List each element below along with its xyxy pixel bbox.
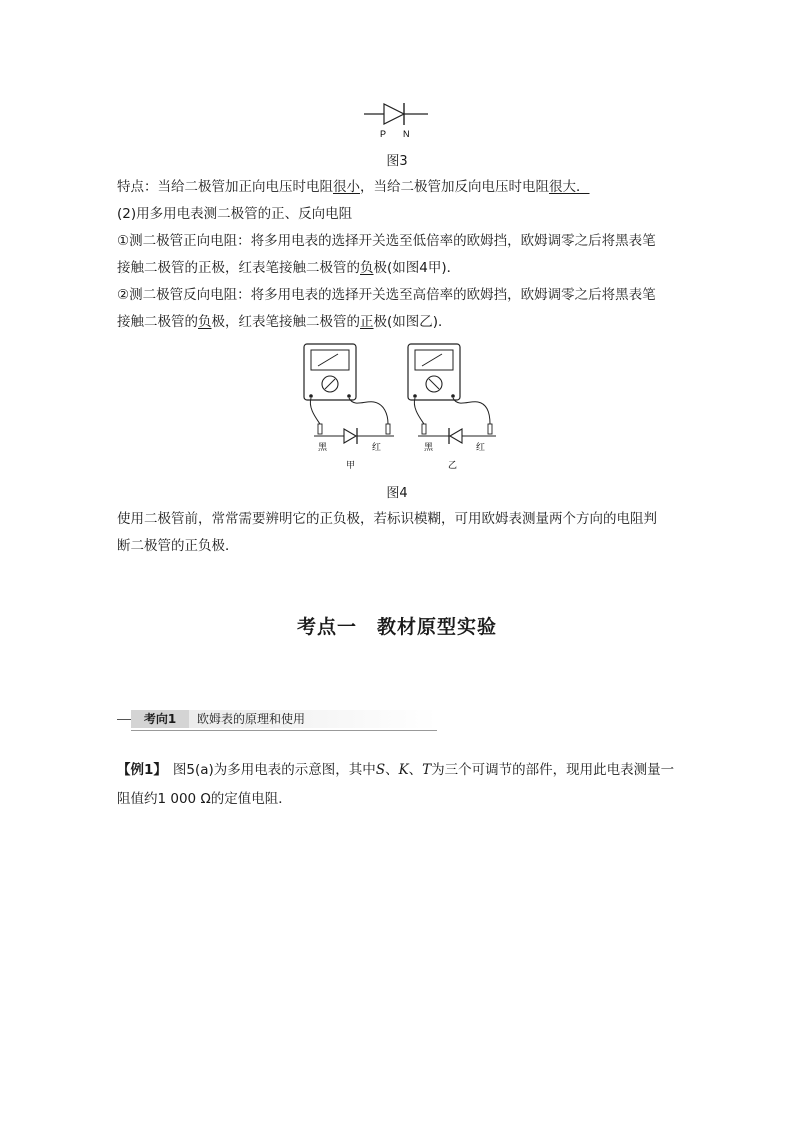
var-s: S [375,762,386,778]
forward-line-2b: 极(如图4甲)． [373,260,461,276]
label-n: N [403,129,410,139]
right-red-probe [488,424,492,434]
right-red-lead [453,398,490,424]
sep-2: 、 [408,762,423,778]
meter-left-jack-black [309,394,313,398]
reverse-underlined-2: 正 [360,314,374,330]
example-text-a: 图5(a)为多用电表的示意图，其中 [172,762,376,778]
left-black-label: 黑 [318,443,328,453]
fig4-diagram [296,340,506,476]
meter-left-display [311,350,349,370]
var-t: T [422,762,432,778]
fig3-caption: 图3 [386,154,408,169]
banner-tag: 考向1 [131,710,189,728]
banner-underline [131,730,437,731]
banner-left-rule [117,719,131,720]
example-text-b: 为三个可调节的部件，现用此电表测量一 [431,762,675,778]
meter-right [408,344,460,400]
right-sub-label: 乙 [448,461,458,471]
feature-middle: ，当给二极管加反向电压时电阻 [360,179,549,195]
meter-right-jack-red [451,394,455,398]
right-black-label: 黑 [424,443,434,453]
left-red-probe [386,424,390,434]
example-line-2: 阻值约1 000 Ω的定值电阻． [117,791,292,807]
feature-small: 很小 [333,179,360,195]
right-black-probe [422,424,426,434]
forward-line-2a: 接触二极管的正极，红表笔接触二极管的 [117,260,360,276]
reverse-line-2 [117,312,452,332]
usage-line-2: 断二极管的正负极． [117,538,239,554]
left-diode-triangle [344,429,356,443]
right-black-lead [414,398,424,424]
left-black-lead [310,398,320,424]
right-red-label: 红 [476,443,486,453]
feature-paragraph [117,177,590,197]
sep-1: 、 [385,762,399,778]
left-black-probe [318,424,322,434]
usage-line-1: 使用二极管前，常常需要辨明它的正负极，若标识模糊，可用欧姆表测量两个方向的电阻判 [117,511,657,527]
forward-line-2 [117,258,460,278]
reverse-line-2c: 极(如图乙)． [373,314,452,330]
topic-banner [117,708,437,736]
left-red-label: 红 [372,443,382,453]
reverse-line-2b: 极，红表笔接触二极管的 [211,314,360,330]
forward-line-1: ①测二极管正向电阻：将多用电表的选择开关选至低倍率的欧姆挡，欧姆调零之后将黑表笔 [117,233,656,249]
feature-prefix: 特点：当给二极管加正向电压时电阻 [117,179,333,195]
section-heading: 考点一 教材原型实验 [296,616,497,638]
meter-left [304,344,356,400]
fig4-caption: 图4 [386,486,408,501]
reverse-underlined-1: 负 [198,314,212,330]
meter-right-jack-black [413,394,417,398]
feature-large: 很大． [549,179,590,195]
fig3-diode-symbol [360,96,434,142]
label-p: P [380,129,387,139]
example-label: 【例1】 [117,762,167,778]
method-title: (2)用多用电表测二极管的正、反向电阻 [117,206,353,222]
left-sub-label: 甲 [346,461,356,471]
diode-triangle [384,104,404,124]
right-diode-triangle [450,429,462,443]
forward-underlined: 负 [360,260,374,276]
meter-right-display [415,350,453,370]
reverse-line-2a: 接触二极管的 [117,314,198,330]
left-red-lead [349,398,388,424]
example-line-1 [117,760,674,780]
meter-left-jack-red [347,394,351,398]
var-k: K [398,762,409,778]
reverse-line-1: ②测二极管反向电阻：将多用电表的选择开关选至高倍率的欧姆挡，欧姆调零之后将黑表笔 [117,287,656,303]
banner-title: 欧姆表的原理和使用 [189,710,437,728]
